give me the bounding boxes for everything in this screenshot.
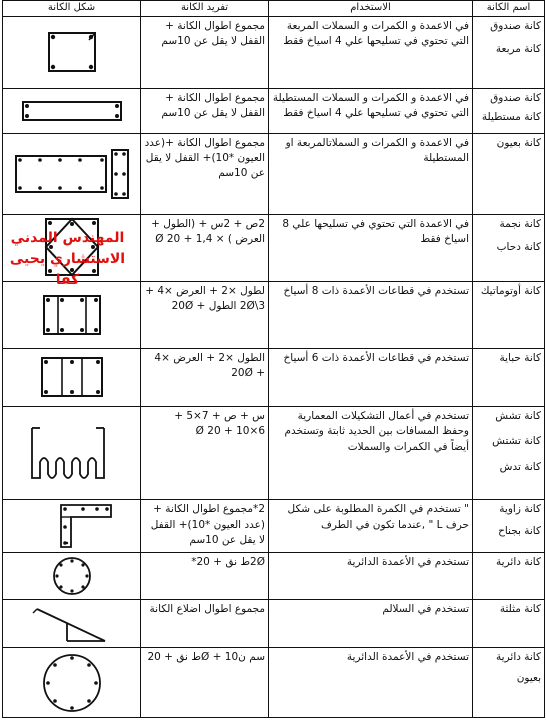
name-cell (473, 500, 545, 553)
watermark-line: الاستشاري يحيى كفا (9, 251, 126, 288)
name-cell (473, 599, 545, 648)
table-row (3, 88, 545, 134)
usage-cell: تستخدم في قطاعات الأعمدة ذات 8 أسياخ (269, 281, 473, 348)
triangular-stirrup-icon (3, 599, 141, 648)
header-usage: الاستخدام (269, 1, 473, 17)
stirrup-name: كانة أوتوماتيك (480, 284, 541, 297)
automatic-stirrup-icon (3, 281, 141, 348)
rectangular-stirrup-icon (3, 88, 141, 134)
name-cell (473, 552, 545, 599)
stirrup-name: كانة زاوية (499, 503, 541, 516)
watermark-line: المهندس المدني (10, 230, 125, 246)
table-row (3, 599, 545, 648)
stirrup-name: كانة دحاب (496, 241, 541, 254)
stirrup-name: كانة بعيون (496, 137, 541, 150)
usage-cell: تستخدم في أعمال التشكيلات المعمارية وحفظ المسافات بين الحديد ثابتة وتستخدم أيضاً في الكمرات والسملات (269, 407, 473, 500)
cutting-cell: مجموع اطوال الكانة + القفل لا يقل عن 10سم (141, 88, 269, 134)
name-cell (473, 281, 545, 348)
name-cell (473, 407, 545, 500)
table-row (3, 552, 545, 599)
name-cell (473, 348, 545, 407)
stirrup-name: كانة دائرية (496, 651, 541, 664)
stirrup-name: كانة مربعة (495, 42, 541, 55)
stirrup-name: كانة تدش (499, 460, 541, 473)
stirrup-name: كانة تشش (495, 410, 541, 423)
table-row (3, 16, 545, 88)
stirrup-name: كانة بجناح (498, 524, 541, 537)
usage-cell: تستخدم في السلالم (269, 599, 473, 648)
cutting-cell: الطول ×2 + العرض ×4 + 20Ø (141, 348, 269, 407)
table-row (3, 500, 545, 553)
header-shape: شكل الكانة (3, 1, 141, 17)
name-cell (473, 134, 545, 215)
table-row (3, 348, 545, 407)
usage-cell: " تستخدم في الكمرة المطلوبة على شكل حرف L " ,عندما تكون في الطرف (269, 500, 473, 553)
stirrup-name: كانة تشتش (492, 435, 541, 448)
usage-cell: في الاعمدة التي تحتوي في تسليحها علي 8 اسياخ فقط (269, 215, 473, 282)
header-name: اسم الكانة (473, 1, 545, 17)
double-stirrup-icon (3, 348, 141, 407)
table-row (3, 134, 545, 215)
name-cell (473, 88, 545, 134)
stirrup-name: كانة صندوق (490, 19, 541, 32)
table-row (3, 407, 545, 500)
table-row (3, 648, 545, 718)
cutting-cell: مجموع اطوال الكانة +(عدد العيون *10)+ القفل لا يقل عن 10سم (141, 134, 269, 215)
zigzag-stirrup-icon (3, 407, 141, 500)
circular-stirrup-icon (3, 552, 141, 599)
stirrup-name: كانة مثلثة (499, 602, 541, 615)
author-watermark (0, 228, 135, 291)
cutting-cell: 2*مجموع اطوال الكانة +(عدد العيون *10)+ القفل لا يقل عن 10سم (141, 500, 269, 553)
name-cell (473, 648, 545, 718)
cutting-cell: سم ن10 + Øط نق + 20 (141, 648, 269, 718)
usage-cell: في الاعمدة و الكمرات و السملات المستطيلة التي تحتوي في تسليحها علي 4 اسياخ فقط (269, 88, 473, 134)
eyed-stirrup-icon (3, 134, 141, 215)
circular-eyed-stirrup-icon (3, 648, 141, 718)
name-cell (473, 215, 545, 282)
header-row (3, 1, 545, 17)
stirrup-table (2, 0, 545, 718)
cutting-cell: لطول ×2 + العرض ×4 + 3\2Ø الطول + 20Ø (141, 281, 269, 348)
stirrup-name: كانة نجمة (499, 218, 541, 230)
usage-cell: في الاعمدة و الكمرات و السملات المربعة التي تحتوي في تسليحها علي 4 اسياخ فقط (269, 16, 473, 88)
header-cutting: تفريد الكانة (141, 1, 269, 17)
stirrup-name: كانة حباية (499, 351, 541, 364)
usage-cell: تستخدم في الأعمدة الدائرية (269, 552, 473, 599)
cutting-cell: س + ص + 7×5 + 6×10 + 20 Ø (141, 407, 269, 500)
cutting-cell: مجموع اطوال اضلاع الكانة (141, 599, 269, 648)
stirrup-name: كانة صندوق (490, 91, 541, 104)
square-stirrup-icon (3, 16, 141, 88)
stirrup-name: كانة دائرية (496, 555, 541, 568)
stirrup-name: كانة مستطيلة (481, 110, 541, 123)
table-row (3, 281, 545, 348)
l-shaped-stirrup-icon (3, 500, 141, 553)
usage-cell: تستخدم في الأعمدة الدائرية (269, 648, 473, 718)
usage-cell: تستخدم في قطاعات الأعمدة ذات 6 أسياخ (269, 348, 473, 407)
cutting-cell: 2Øط نق + 20* (141, 552, 269, 599)
name-cell (473, 16, 545, 88)
stirrup-name: بعيون (516, 672, 541, 685)
usage-cell: في الاعمدة و الكمرات و السملاتالمربعة او المستطيلة (269, 134, 473, 215)
cutting-cell: 2ص + 2س + (الطول + العرض ) × 1,4 + 20 Ø (141, 215, 269, 282)
cutting-cell: مجموع اطوال الكانة + القفل لا يقل عن 10سم (141, 16, 269, 88)
